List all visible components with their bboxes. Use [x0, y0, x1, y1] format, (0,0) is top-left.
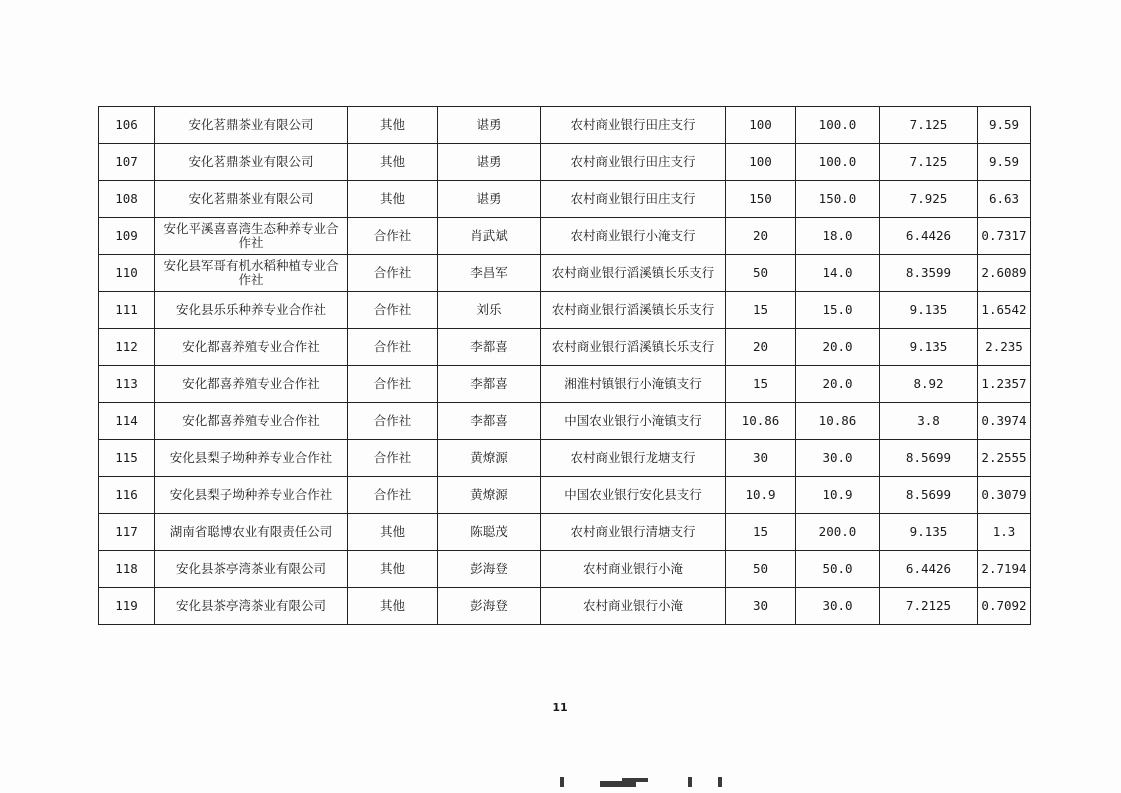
- data-table: [98, 106, 1031, 625]
- table-row: [99, 588, 1031, 625]
- cell-index: 118: [99, 551, 155, 588]
- cell-bank: 农村商业银行清塘支行: [541, 514, 726, 551]
- cell-value: 0.7317: [978, 218, 1031, 255]
- cell-company: 安化茗鼎茶业有限公司: [155, 107, 348, 144]
- cell-amount-b: 100.0: [796, 144, 880, 181]
- cell-bank: 农村商业银行田庄支行: [541, 107, 726, 144]
- cell-amount-a: 50: [726, 255, 796, 292]
- table-row: [99, 477, 1031, 514]
- table-row: [99, 181, 1031, 218]
- cell-value: 2.2555: [978, 440, 1031, 477]
- cell-amount-a: 15: [726, 366, 796, 403]
- cell-person: 刘乐: [438, 292, 541, 329]
- cell-type: 其他: [348, 551, 438, 588]
- cell-amount-a: 100: [726, 144, 796, 181]
- cell-amount-b: 20.0: [796, 329, 880, 366]
- cell-type: 其他: [348, 144, 438, 181]
- cell-bank: 湘淮村镇银行小淹镇支行: [541, 366, 726, 403]
- cell-amount-a: 10.9: [726, 477, 796, 514]
- cell-index: 106: [99, 107, 155, 144]
- cell-rate: 8.5699: [880, 477, 978, 514]
- cell-amount-b: 18.0: [796, 218, 880, 255]
- cell-type: 其他: [348, 588, 438, 625]
- cell-bank: 农村商业银行滔溪镇长乐支行: [541, 292, 726, 329]
- cell-index: 113: [99, 366, 155, 403]
- cell-rate: 8.5699: [880, 440, 978, 477]
- cell-amount-a: 150: [726, 181, 796, 218]
- cell-rate: 8.3599: [880, 255, 978, 292]
- scan-artifact: [688, 777, 692, 787]
- cell-person: 彭海登: [438, 551, 541, 588]
- cell-bank: 农村商业银行田庄支行: [541, 144, 726, 181]
- cell-person: 陈聪茂: [438, 514, 541, 551]
- cell-person: 李都喜: [438, 366, 541, 403]
- cell-amount-a: 30: [726, 440, 796, 477]
- cell-company: 安化县梨子坳种养专业合作社: [155, 440, 348, 477]
- cell-company: 安化县军哥有机水稻种植专业合作社: [155, 255, 348, 292]
- cell-index: 107: [99, 144, 155, 181]
- cell-rate: 7.925: [880, 181, 978, 218]
- cell-type: 其他: [348, 181, 438, 218]
- cell-rate: 7.125: [880, 107, 978, 144]
- cell-rate: 9.135: [880, 329, 978, 366]
- cell-bank: 农村商业银行滔溪镇长乐支行: [541, 329, 726, 366]
- cell-value: 0.3974: [978, 403, 1031, 440]
- cell-amount-b: 50.0: [796, 551, 880, 588]
- cell-index: 112: [99, 329, 155, 366]
- cell-amount-b: 30.0: [796, 588, 880, 625]
- cell-person: 谌勇: [438, 107, 541, 144]
- cell-value: 1.6542: [978, 292, 1031, 329]
- cell-amount-b: 10.9: [796, 477, 880, 514]
- cell-amount-b: 30.0: [796, 440, 880, 477]
- cell-type: 合作社: [348, 403, 438, 440]
- cell-type: 合作社: [348, 292, 438, 329]
- cell-company: 安化县茶亭湾茶业有限公司: [155, 551, 348, 588]
- cell-rate: 7.125: [880, 144, 978, 181]
- table-row: [99, 329, 1031, 366]
- cell-index: 119: [99, 588, 155, 625]
- cell-rate: 6.4426: [880, 218, 978, 255]
- cell-value: 1.3: [978, 514, 1031, 551]
- cell-rate: 6.4426: [880, 551, 978, 588]
- cell-bank: 农村商业银行小淹支行: [541, 218, 726, 255]
- cell-person: 黄燎源: [438, 477, 541, 514]
- cell-company: 安化都喜养殖专业合作社: [155, 366, 348, 403]
- page-number: 11: [552, 701, 568, 714]
- cell-amount-b: 200.0: [796, 514, 880, 551]
- table-row: [99, 144, 1031, 181]
- cell-type: 合作社: [348, 218, 438, 255]
- cell-amount-a: 10.86: [726, 403, 796, 440]
- cell-bank: 中国农业银行小淹镇支行: [541, 403, 726, 440]
- cell-amount-a: 100: [726, 107, 796, 144]
- scan-artifact: [718, 777, 722, 787]
- table-row: [99, 107, 1031, 144]
- cell-index: 111: [99, 292, 155, 329]
- cell-value: 2.235: [978, 329, 1031, 366]
- scan-artifact: [560, 777, 564, 787]
- cell-index: 114: [99, 403, 155, 440]
- cell-type: 合作社: [348, 477, 438, 514]
- cell-value: 6.63: [978, 181, 1031, 218]
- cell-company: 湖南省聪博农业有限责任公司: [155, 514, 348, 551]
- cell-amount-b: 10.86: [796, 403, 880, 440]
- cell-person: 李都喜: [438, 403, 541, 440]
- cell-rate: 3.8: [880, 403, 978, 440]
- cell-company: 安化茗鼎茶业有限公司: [155, 144, 348, 181]
- table-row: [99, 218, 1031, 255]
- cell-person: 谌勇: [438, 181, 541, 218]
- cell-value: 1.2357: [978, 366, 1031, 403]
- cell-amount-b: 14.0: [796, 255, 880, 292]
- cell-person: 肖武斌: [438, 218, 541, 255]
- cell-person: 黄燎源: [438, 440, 541, 477]
- cell-company: 安化茗鼎茶业有限公司: [155, 181, 348, 218]
- cell-amount-a: 15: [726, 514, 796, 551]
- cell-rate: 7.2125: [880, 588, 978, 625]
- cell-person: 谌勇: [438, 144, 541, 181]
- cell-value: 2.6089: [978, 255, 1031, 292]
- table-row: [99, 403, 1031, 440]
- table-row: [99, 514, 1031, 551]
- cell-index: 108: [99, 181, 155, 218]
- cell-company: 安化县茶亭湾茶业有限公司: [155, 588, 348, 625]
- table-row: [99, 366, 1031, 403]
- cell-type: 其他: [348, 107, 438, 144]
- cell-company: 安化都喜养殖专业合作社: [155, 403, 348, 440]
- cell-value: 2.7194: [978, 551, 1031, 588]
- cell-person: 李昌军: [438, 255, 541, 292]
- cell-type: 合作社: [348, 366, 438, 403]
- cell-company: 安化平溪喜喜湾生态种养专业合作社: [155, 218, 348, 255]
- scan-artifact: [622, 778, 648, 782]
- cell-type: 合作社: [348, 440, 438, 477]
- cell-type: 其他: [348, 514, 438, 551]
- cell-bank: 农村商业银行小淹: [541, 551, 726, 588]
- cell-index: 109: [99, 218, 155, 255]
- cell-amount-a: 50: [726, 551, 796, 588]
- cell-value: 9.59: [978, 144, 1031, 181]
- cell-rate: 9.135: [880, 514, 978, 551]
- cell-rate: 8.92: [880, 366, 978, 403]
- cell-index: 110: [99, 255, 155, 292]
- cell-value: 0.3079: [978, 477, 1031, 514]
- cell-company: 安化都喜养殖专业合作社: [155, 329, 348, 366]
- cell-index: 117: [99, 514, 155, 551]
- cell-bank: 中国农业银行安化县支行: [541, 477, 726, 514]
- cell-bank: 农村商业银行田庄支行: [541, 181, 726, 218]
- cell-person: 李都喜: [438, 329, 541, 366]
- cell-amount-b: 20.0: [796, 366, 880, 403]
- table-row: [99, 551, 1031, 588]
- cell-amount-a: 20: [726, 329, 796, 366]
- cell-company: 安化县乐乐种养专业合作社: [155, 292, 348, 329]
- table-row: [99, 292, 1031, 329]
- cell-amount-b: 150.0: [796, 181, 880, 218]
- cell-bank: 农村商业银行滔溪镇长乐支行: [541, 255, 726, 292]
- cell-bank: 农村商业银行小淹: [541, 588, 726, 625]
- cell-amount-b: 100.0: [796, 107, 880, 144]
- cell-value: 0.7092: [978, 588, 1031, 625]
- cell-index: 116: [99, 477, 155, 514]
- cell-amount-a: 30: [726, 588, 796, 625]
- cell-index: 115: [99, 440, 155, 477]
- table-body: [99, 107, 1031, 625]
- cell-type: 合作社: [348, 329, 438, 366]
- cell-type: 合作社: [348, 255, 438, 292]
- cell-value: 9.59: [978, 107, 1031, 144]
- cell-amount-a: 15: [726, 292, 796, 329]
- table-row: [99, 255, 1031, 292]
- cell-amount-a: 20: [726, 218, 796, 255]
- cell-person: 彭海登: [438, 588, 541, 625]
- cell-bank: 农村商业银行龙塘支行: [541, 440, 726, 477]
- cell-rate: 9.135: [880, 292, 978, 329]
- table-row: [99, 440, 1031, 477]
- cell-amount-b: 15.0: [796, 292, 880, 329]
- cell-company: 安化县梨子坳种养专业合作社: [155, 477, 348, 514]
